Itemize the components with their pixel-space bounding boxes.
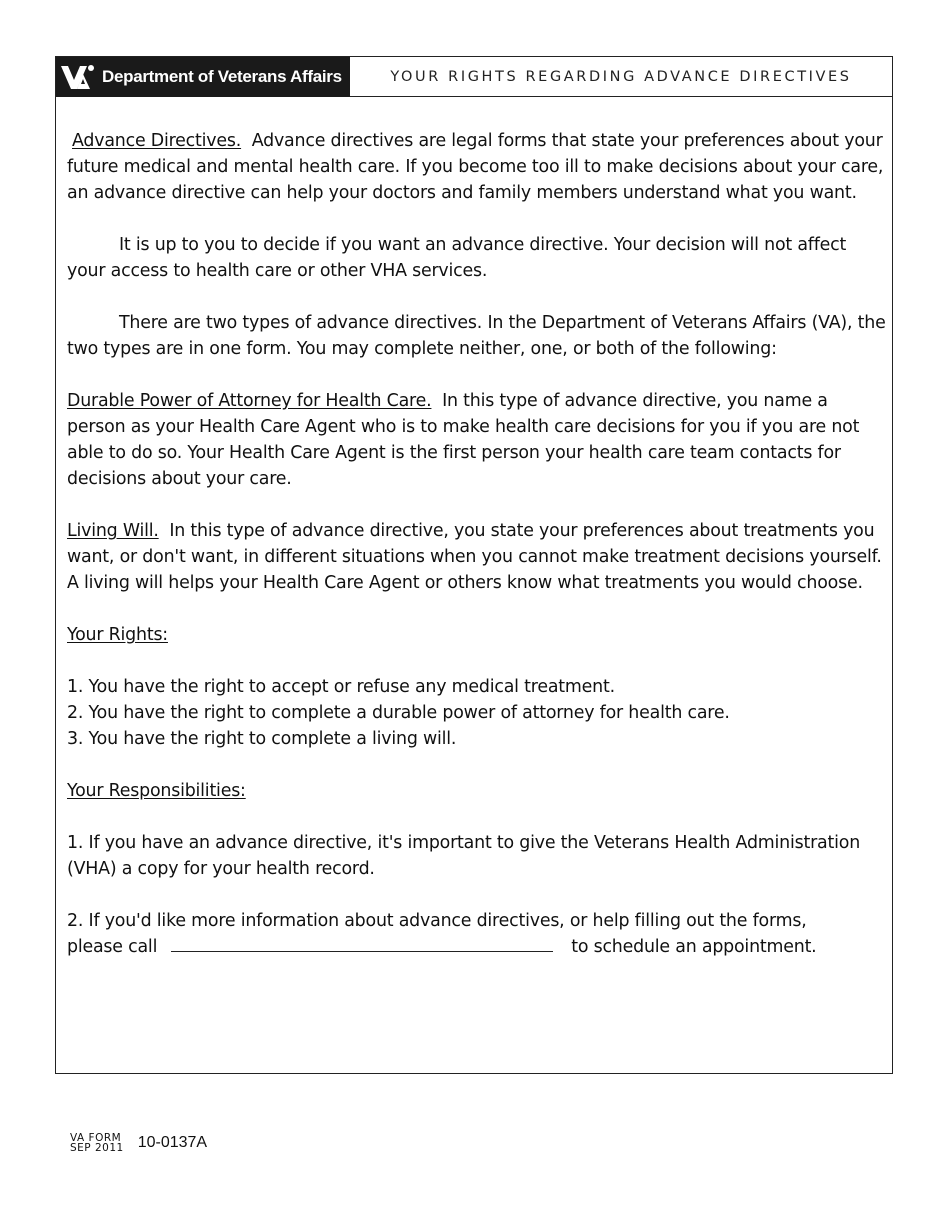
responsibilities-heading: Your Responsibilities: [67,781,246,801]
rights-item: 3. You have the right to complete a living will. [67,729,457,749]
living-will-text: In this type of advance directive, you state your preferences about treatments you want, or don't want, in different situations when you cannot make treatment decisions yourself. A living will helps your Health Care Agent or others know what treatments you would choose. [67,521,882,593]
living-will-paragraph [67,518,887,596]
living-will-heading: Living Will. [67,521,159,541]
durable-poa-text: In this type of advance directive, you name a person as your Health Care Agent who is to make health care decisions for you if you are not able to do so. Your Health Care Agent is the first person your health care team contacts for decisions about your care. [67,391,860,489]
durable-poa-heading: Durable Power of Attorney for Health Care. [67,391,432,411]
va-seal-icon [60,62,96,92]
please-call-label: please call [67,937,158,957]
form-body [67,128,887,986]
responsibilities-heading-row [67,778,887,804]
rights-heading-row [67,622,887,648]
phone-number-blank-field[interactable] [171,937,553,952]
rights-item: 1. You have the right to accept or refuse any medical treatment. [67,677,615,697]
responsibility-item-2-line1: 2. If you'd like more information about advance directives, or help filling out the forms, [67,911,807,931]
va-logo-banner [56,57,350,97]
rights-item: 2. You have the right to complete a durable power of attorney for health care. [67,703,730,723]
responsibility-item-2 [67,908,887,960]
form-label-block [70,1133,124,1153]
department-name: Department of Veterans Affairs [102,67,342,86]
decision-paragraph [67,232,887,284]
form-title-box [350,57,892,97]
decision-text: It is up to you to decide if you want an advance directive. Your decision will not affect your access to health care or other VHA services. [67,235,847,281]
intro-paragraph [67,128,887,206]
rights-heading: Your Rights: [67,625,168,645]
responsibility-item-1: 1. If you have an advance directive, it's important to give the Veterans Health Administration (VHA) a copy for your health record. [67,833,861,879]
types-paragraph [67,310,887,362]
form-footer [70,1133,207,1153]
intro-heading: Advance Directives. [72,131,242,151]
types-text: There are two types of advance directives. In the Department of Veterans Affairs (VA), the two types are in one form. You may complete neither, one, or both of the following: [67,313,886,359]
rights-list [67,674,887,752]
durable-poa-paragraph [67,388,887,492]
intro-text: Advance directives are legal forms that state your preferences about your future medical and mental health care. If you become too ill to make decisions about your care, an advance directive can help your doctors and family members understand what you want. [67,131,884,203]
form-number: 10-0137A [137,1134,208,1151]
form-title: YOUR RIGHTS REGARDING ADVANCE DIRECTIVES [390,68,852,85]
form-date: SEP 2011 [70,1142,124,1154]
schedule-appointment-text: to schedule an appointment. [571,937,817,957]
va-form-label: VA FORM [70,1132,122,1144]
